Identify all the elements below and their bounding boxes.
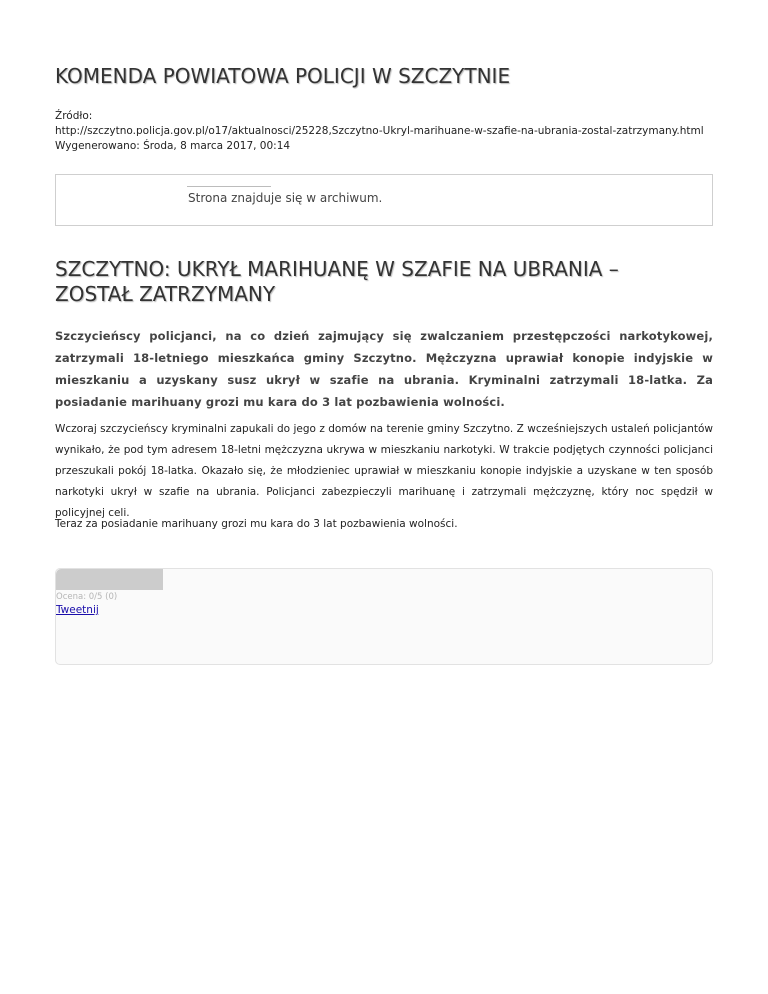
rating-stars-bar[interactable] — [56, 569, 163, 590]
archive-divider — [187, 186, 271, 187]
source-url: http://szczytno.policja.gov.pl/o17/aktualnosci/25228,Szczytno-Ukryl-marihuane-w-szafie-na-ubrania-zostal-zatrzymany.html — [55, 125, 704, 137]
site-title: KOMENDA POWIATOWA POLICJI W SZCZYTNIE — [55, 64, 511, 88]
archive-notice-box — [55, 174, 713, 226]
article-lead: Szczycieńscy policjanci, na co dzień zajmujący się zwalczaniem przestępczości narkotykowej, zatrzymali 18-letniego mieszkańca gminy Szczytno. Mężczyzna uprawiał konopie indyjskie w mieszkaniu a uzyskany susz ukrył w szafie na ubrania. Kryminalni zatrzymali 18-latka. Za posiadanie marihuany grozi mu kara do 3 lat pozbawienia wolności. — [55, 329, 713, 409]
article-title: SZCZYTNO: UKRYŁ MARIHUANĘ W SZAFIE NA UBRANIA – ZOSTAŁ ZATRZYMANY — [55, 257, 619, 306]
rating-text: Ocena: 0/5 (0) — [56, 592, 118, 602]
source-label: Źródło: — [55, 110, 93, 122]
archive-notice-text: Strona znajduje się w archiwum. — [188, 191, 383, 205]
article-paragraph: Wczoraj szczycieńscy kryminalni zapukali do jego z domów na terenie gminy Szczytno. Z wcześniejszych ustaleń policjantów wynikało, że pod tym adresem 18-letni mężczyzna ukrywa w mieszkaniu narkotyki. W trakcie podjętych czynności policjanci przeszukali pokój 18-latka. Okazało się, że młodzieniec uprawiał w mieszkaniu konopie indyjskie a uzyskane w ten sposób narkotyki ukrył w szafie na ubrania. Policjanci zabezpieczyli marihuanę i zatrzymali mężczyznę, który noc spędził w policyjnej celi. — [55, 423, 713, 519]
generated-date: Wygenerowano: Środa, 8 marca 2017, 00:14 — [55, 140, 291, 152]
tweet-link[interactable]: Tweetnij — [56, 604, 99, 616]
rating-box — [55, 568, 713, 665]
source-info — [55, 109, 704, 154]
article-paragraph: Teraz za posiadanie marihuany grozi mu kara do 3 lat pozbawienia wolności. — [55, 518, 458, 530]
